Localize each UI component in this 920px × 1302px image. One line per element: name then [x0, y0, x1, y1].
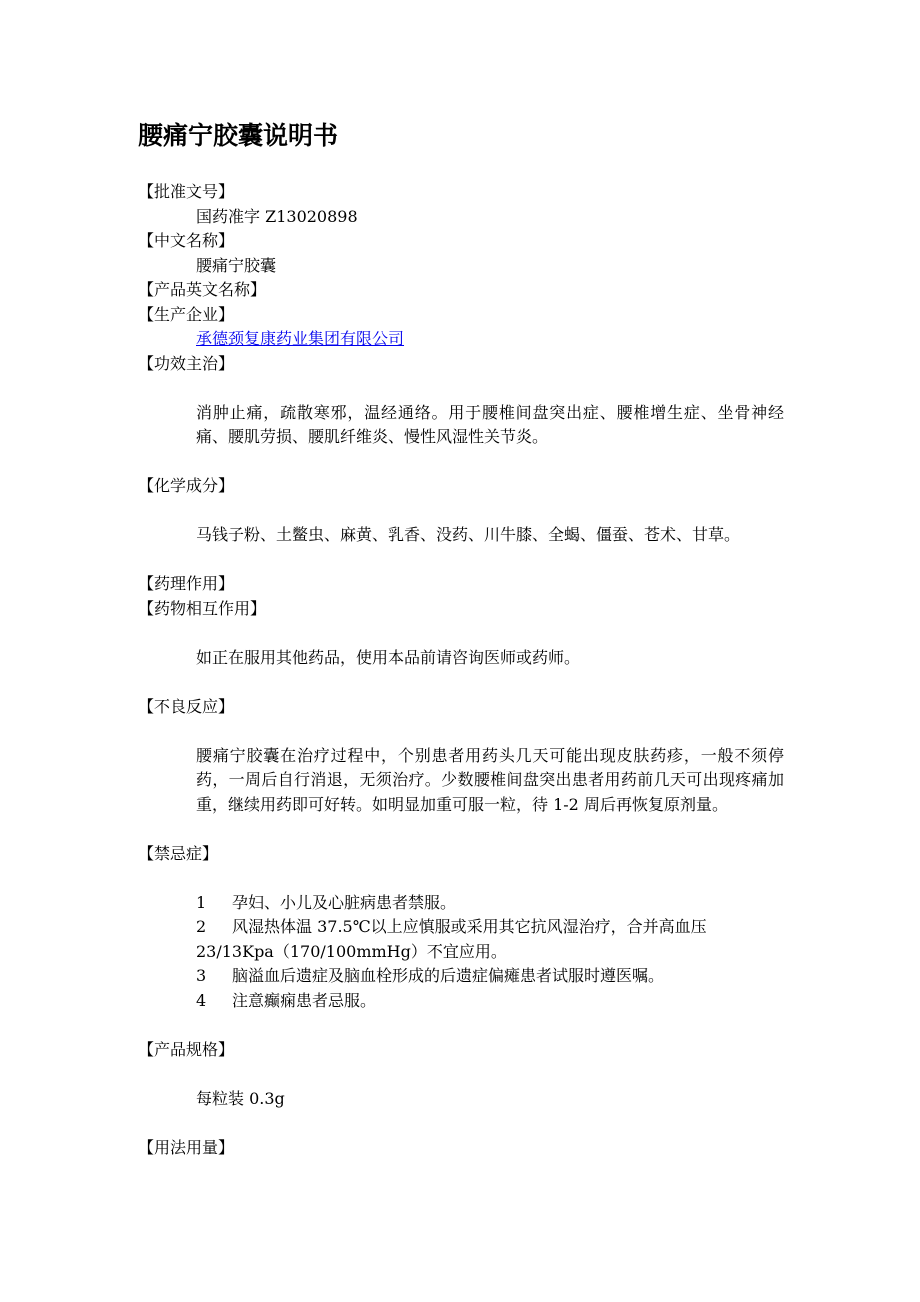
interactions-text: 如正在服用其他药品，使用本品前请咨询医师或药师。 — [196, 647, 581, 667]
list-item — [196, 964, 784, 989]
list-item-text: 孕妇、小儿及心脏病患者禁服。 — [232, 892, 457, 912]
heading-approval: 【批准文号】 — [138, 182, 235, 201]
list-item-text: 脑溢血后遗症及脑血栓形成的后遗症偏瘫患者试服时遵医嘱。 — [232, 966, 665, 985]
page-title: 腰痛宁胶囊说明书 — [138, 121, 339, 150]
heading-english-name: 【产品英文名称】 — [138, 280, 267, 299]
heading-interactions: 【药物相互作用】 — [138, 598, 267, 618]
heading-ingredients: 【化学成分】 — [138, 476, 235, 495]
list-item-text: 注意癫痫患者忌服。 — [232, 990, 377, 1010]
list-item — [196, 989, 784, 1014]
list-item-number: 3 — [196, 966, 207, 985]
list-item-text: 风湿热体温 37.5℃以上应慎服或采用其它抗风湿治疗，合并高血压 23/13Kpa（170/100mmHg）不宜应用。 — [196, 917, 707, 961]
approval-number: 国药准字 Z13020898 — [196, 206, 358, 226]
heading-contraindications: 【禁忌症】 — [138, 843, 219, 863]
manufacturer-link[interactable]: 承德颈复康药业集团有限公司 — [196, 329, 405, 348]
heading-indications: 【功效主治】 — [138, 353, 235, 373]
list-item-number: 2 — [196, 917, 207, 936]
list-item — [196, 891, 784, 916]
heading-chinese-name: 【中文名称】 — [138, 231, 235, 250]
list-item-number: 4 — [196, 990, 207, 1010]
heading-pharmacology: 【药理作用】 — [138, 574, 235, 593]
chinese-name-value: 腰痛宁胶囊 — [196, 255, 277, 275]
heading-usage: 【用法用量】 — [138, 1137, 235, 1157]
list-item-number: 1 — [196, 892, 207, 912]
heading-specification: 【产品规格】 — [138, 1039, 235, 1059]
heading-manufacturer: 【生产企业】 — [138, 304, 235, 324]
adverse-text: 腰痛宁胶囊在治疗过程中，个别患者用药头几天可能出现皮肤药疹，一般不须停药，一周后自行消退，无须治疗。少数腰椎间盘突出患者用药前几天可出现疼痛加重，继续用药即可好转。如明显加重可服一粒，待 1-2 周后再恢复原剂量。 — [196, 745, 784, 814]
indications-text: 消肿止痛，疏散寒邪，温经通络。用于腰椎间盘突出症、腰椎增生症、坐骨神经痛、腰肌劳损、腰肌纤维炎、慢性风湿性关节炎。 — [196, 402, 784, 446]
heading-adverse: 【不良反应】 — [138, 696, 235, 716]
ingredients-text: 马钱子粉、土鳖虫、麻黄、乳香、没药、川牛膝、全蝎、僵蚕、苍术、甘草。 — [196, 525, 741, 544]
list-item — [196, 915, 784, 964]
specification-text: 每粒装 0.3g — [196, 1088, 285, 1108]
document-body — [138, 180, 788, 1160]
